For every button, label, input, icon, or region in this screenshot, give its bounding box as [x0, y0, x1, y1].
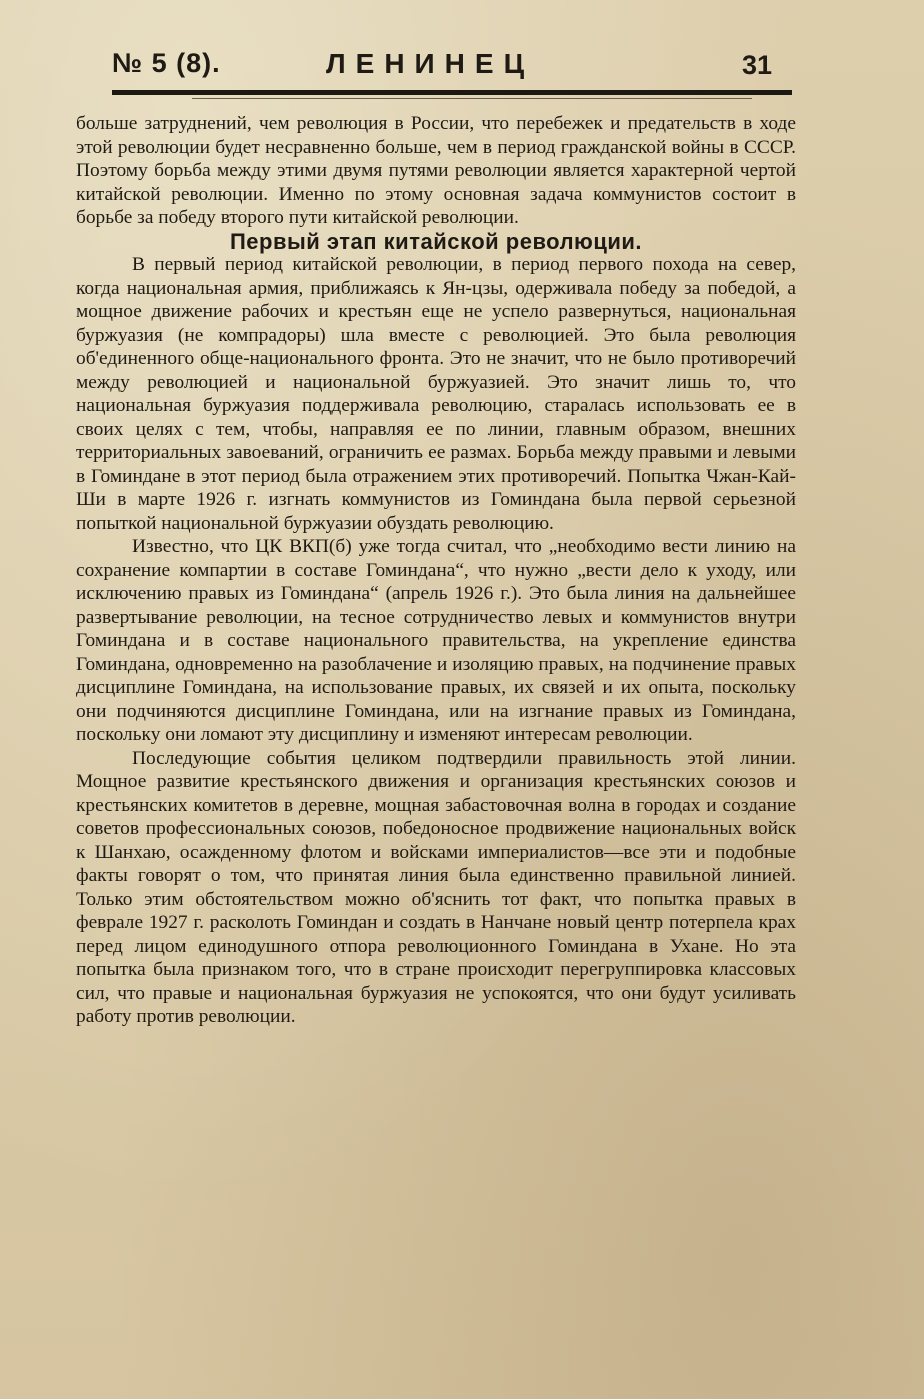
header-rule-thin — [192, 98, 752, 99]
paragraph-continued: больше затруднений, чем революция в России, что перебежек и предательств в ходе этой революции будет несравненно больше, чем в период гражданской войны в СССР. Поэтому борьба между этими двумя путями революции является характерной чертой китайской революции. Именно по этому основная задача коммунистов состоит в борьбе за победу второго пути китайской революции. — [76, 113, 796, 228]
section-heading: Первый этап китайской революции. — [229, 228, 643, 254]
paragraph: Известно, что ЦК ВКП(б) уже тогда считал, что „необходимо вести линию на сохранение компартии в составе Гоминдана“, что нужно „вести дело к уходу, или исключению правых из Гоминдана“ (апрель 1926 г.). Это была линия на дальнейшее развертывание революции, на тесное сотрудничество левых и коммунистов внутри Гоминдана и в составе национального правительства, на укрепление единства Гоминдана, одновременно на разоблачение и изоляцию правых, на подчинение правых дисциплине Гоминдана, на использование правых, их связей и их опыта, поскольку они подчиняются дисциплине Гоминдана, или на изгнание правых из Гоминдана, поскольку они ломают эту дисциплину и изменяют интересам революции. — [76, 536, 796, 745]
header-rule — [112, 90, 792, 95]
journal-title: ЛЕНИНЕЦ — [326, 48, 535, 79]
page-header — [112, 38, 792, 98]
paragraph: Последующие события целиком подтвердили правильность этой линии. Мощное развитие крестьянского движения и организация крестьянских союзов и крестьянских комитетов в деревне, мощная забастовочная волна в городах и создание советов профессиональных союзов, победоносное продвижение национальных войск к Шанхаю, осажденному флотом и войсками империалистов—все эти и подобные факты говорят о том, что принятая линия была единственно правильной линией. Только этим обстоятельством можно об'яснить тот факт, что попытка правых в феврале 1927 г. расколоть Гоминдан и создать в Нанчане новый центр потерпела крах перед лицом единодушного отпора революционного Гоминдана в Ухане. Но эта попытка была признаком того, что в стране происходит перегруппировка классовых сил, что правые и национальная буржуазия не успокоятся, что они будут усиливать работу против революции. — [76, 747, 796, 1027]
paragraph: В первый период китайской революции, в период первого похода на север, когда национальная армия, приближаясь к Ян-цзы, одерживала победу за победой, а мощное движение рабочих и крестьян еще не успело развернуться, национальная буржуазия (не компрадоры) шла вместе с революцией. Это была революция об'единенного обще-национального фронта. Это не значит, что не было противоречий между революцией и национальной буржуазией. Это значит лишь то, что национальная буржуазия поддерживала революцию, старалась использовать ее в своих целях с тем, чтобы, направляя ее по линии, главным образом, внешних территориальных завоеваний, ограничить ее размах. Борьба между правыми и левыми в Гоминдане в этот период была отражением этих противоречий. Попытка Чжан-Кай-Ши в марте 1926 г. изгнать коммунистов из Гоминдана была первой серьезной попыткой национальной буржуазии обуздать революцию. — [76, 254, 796, 534]
issue-number: № 5 (8). — [112, 48, 221, 78]
article-body — [76, 112, 796, 1029]
page-number: 31 — [741, 50, 772, 80]
